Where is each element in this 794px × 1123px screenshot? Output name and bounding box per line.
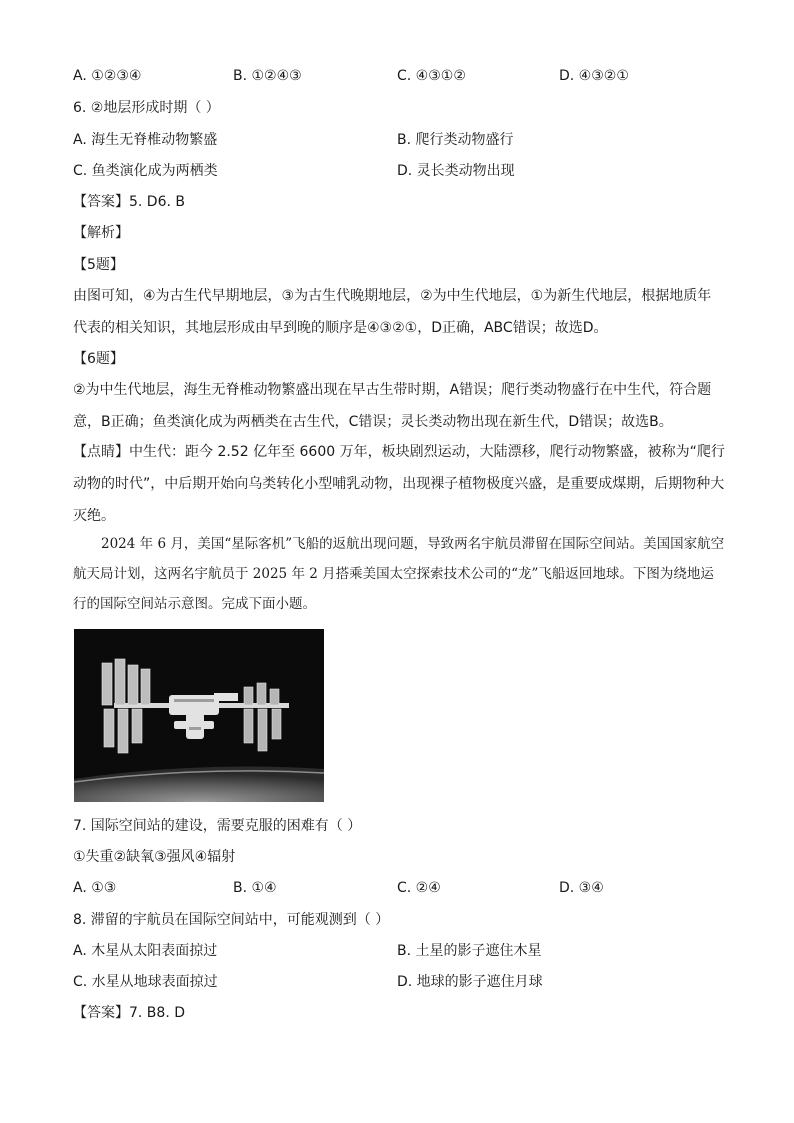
- q5-option-c: C. ④③①②: [397, 68, 466, 84]
- q7-items: ①失重②缺氧③强风④辐射: [73, 849, 236, 865]
- q6-option-d: D. 灵长类动物出现: [397, 163, 515, 179]
- q8-option-b: B. 土星的影子遮住木星: [397, 943, 542, 959]
- space-station-photo: [74, 629, 324, 802]
- q7-stem: 7. 国际空间站的建设，需要克服的困难有（ ）: [73, 818, 362, 834]
- q5-option-b: B. ①②④③: [233, 68, 302, 84]
- q6-analysis: ②为中生代地层，海生无脊椎动物繁盛出现在早古生带时期，A错误；爬行类动物盛行在中生代，符合题意，B正确；鱼类演化成为两栖类在古生代，C错误；灵长类动物出现在新生代，D错误；故选B。: [73, 382, 712, 430]
- q6-analysis-label: 【6题】: [73, 351, 124, 367]
- q8-option-d: D. 地球的影子遮住月球: [397, 974, 543, 990]
- q7-option-d: D. ③④: [559, 880, 604, 896]
- pointer-note: 【点睛】中生代：距今 2.52 亿年至 6600 万年，板块剧烈运动，大陆漂移，爬行动物繁盛，被称为“爬行动物的时代”，中后期开始向乌类转化小型哺乳动物，出现裸子植物极度兴盛，是重要成煤期，后期物种大灭绝。: [73, 444, 725, 524]
- q6-option-b: B. 爬行类动物盛行: [397, 132, 514, 148]
- space-station-icon: [74, 629, 324, 802]
- q5-analysis-label: 【5题】: [73, 257, 124, 273]
- answer-7-8: 【答案】7. B8. D: [73, 1005, 185, 1021]
- q7-option-c: C. ②④: [397, 880, 441, 896]
- q5-analysis: 由图可知，④为古生代早期地层，③为古生代晚期地层，②为中生代地层，①为新生代地层，根据地质年代表的相关知识，其地层形成由早到晚的顺序是④③②①，D正确，ABC错误；故选D。: [73, 288, 712, 336]
- q7-option-b: B. ①④: [233, 880, 277, 896]
- answer-5-6: 【答案】5. D6. B: [73, 194, 185, 210]
- analysis-label: 【解析】: [73, 225, 129, 241]
- q6-option-c: C. 鱼类演化成为两栖类: [73, 163, 218, 179]
- q8-option-c: C. 水星从地球表面掠过: [73, 974, 218, 990]
- q8-option-a: A. 木星从太阳表面掠过: [73, 943, 218, 959]
- q8-stem: 8. 滞留的宇航员在国际空间站中，可能观测到（ ）: [73, 912, 390, 928]
- q6-stem: 6. ②地层形成时期（ ）: [73, 100, 220, 116]
- q5-option-a: A. ①②③④: [73, 68, 142, 84]
- q6-option-a: A. 海生无脊椎动物繁盛: [73, 132, 218, 148]
- q7-option-a: A. ①③: [73, 880, 117, 896]
- q5-option-d: D. ④③②①: [559, 68, 629, 84]
- passage: 2024 年 6 月，美国“星际客机”飞船的返航出现问题，导致两名宇航员滞留在国际空间站。美国国家航空航天局计划，这两名宇航员于 2025 年 2 月搭乘美国太空探索技术公司的“龙”飞船返回地球。下图为绕地运行的国际空间站示意图。完成下面小题。: [73, 536, 725, 612]
